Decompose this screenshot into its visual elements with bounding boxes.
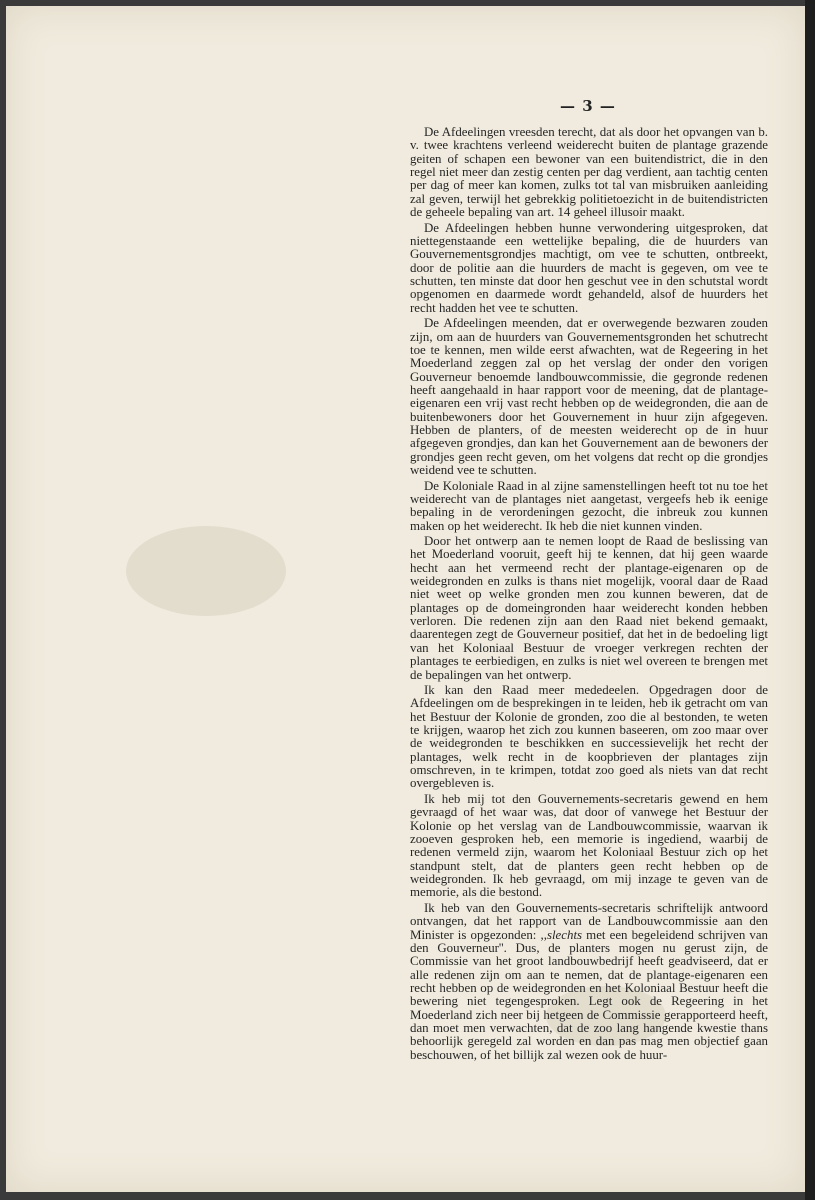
- paper-stain: [126, 526, 286, 616]
- page-number: — 3 —: [560, 97, 616, 115]
- paragraph: [410, 902, 768, 1062]
- paragraph-text: Ik heb van den Gouvernements-secretaris schriftelijk antwoord ontvangen, dat het rapport van de Landbouwcommissie aan den Minister is opgezonden: ,,: [410, 900, 768, 942]
- emphasis-text: slechts: [546, 927, 583, 942]
- paragraph-text: met een begeleidend schrijven van den Gouverneur''. Dus, de planters mogen nu gerust zijn, de Commissie van het groot landbouwbedrijf heeft geadviseerd, dat er alle redenen zijn om aan te nemen, dat de plantage-eigenaren een recht hebben op de weidegronden en het Koloniaal Bestuur heeft die bewering niet tegengesproken. Legt ook de Regeering in het Moederland zich neer bij hetgeen de Commissie gerapporteerd heeft, dan moet men verwachten, dat de zoo lang hangende kwestie thans behoorlijk geregeld zal worden en dan pas mag men objectief gaan beschouwen, of het billijk zal wezen ook de huur-: [410, 927, 768, 1062]
- paragraph: De Afdeelingen meenden, dat er overwegende bezwaren zouden zijn, om aan de huurders van Gouvernementsgronden het schutrecht toe te kennen, men wilde eerst afwachten, wat de Regeering in het Moederland zeggen zal op het verslag der onder den vorigen Gouverneur benoemde landbouwcommissie, die gegronde redenen heeft aangehaald in haar rapport voor de meening, dat de plantage-eigenaren een vrij vast recht hebben op de weidegronden, die aan de buitenbewoners door het Gouvernement in huur zijn afgegeven. Hebben de planters, of de meesten weiderecht op de in huur afgegeven grondjes, dan kan het Gouvernement aan de bewoners der grondjes geen recht geven, om het volgens dat recht op die grondjes weidend vee te schutten.: [410, 316, 768, 477]
- paragraph: Door het ontwerp aan te nemen loopt de Raad de beslissing van het Moederland vooruit, geeft hij te kennen, dat hij geen waarde hecht aan het vermeend recht der plantage-eigenaren op de weidegronden en zulks is thans niet mogelijk, vooral daar de Raad niet weet op welke gronden men zou kunnen beweren, dat de plantages op de domeingronden haar weiderecht konden hebben verloren. Die redenen zijn aan den Raad niet bekend gemaakt, daarentegen zegt de Gouverneur positief, dat het in de bedoeling ligt van het Koloniaal Bestuur de vroeger verkregen rechten der plantages te eerbiedigen, en zulks is niet wel overeen te brengen met de bepalingen van het ontwerp.: [410, 534, 768, 682]
- paragraph: Ik kan den Raad meer mededeelen. Opgedragen door de Afdeelingen om de besprekingen in te leiden, heb ik getracht om van het Bestuur der Kolonie de gronden, zoo die al bestonden, te weten te krijgen, waarop het zich zou kunnen baseeren, om zoo maar over de weidegronden te beschikken en successievelijk het recht der plantages, welk recht in de koopbrieven der plantages zijn omschreven, in te krimpen, totdat zoo goed als niets van dat recht overgebleven is.: [410, 683, 768, 791]
- paragraph: De Koloniale Raad in al zijne samenstellingen heeft tot nu toe het weiderecht van de plantages niet aangetast, vergeefs heb ik eenige bepaling in de verordeningen gezocht, die inbreuk zou kunnen maken op het weiderecht. Ik heb die niet kunnen vinden.: [410, 478, 768, 533]
- scan-border: [805, 0, 815, 1200]
- paragraph: De Afdeelingen hebben hunne verwondering uitgesproken, dat niettegenstaande een wettelijke bepaling, die de huurders van Gouvernementsgrondjes machtigt, om vee te schutten, ontbreekt, door de politie aan die huurders de macht is gegeven, om vee te schutten, ten minste dat door hen geschut vee in den schutstal wordt opgenomen en daarmede wordt gehandeld, alsof de huurders het recht hadden het vee te schutten.: [410, 220, 768, 315]
- paragraph: Ik heb mij tot den Gouvernements-secretaris gewend en hem gevraagd of het waar was, dat door of vanwege het Bestuur der Kolonie op het verslag van de Landbouwcommissie, waarvan ik zooeven gesproken heb, een memorie is ingediend, waarbij de redenen vermeld zijn, waarom het Koloniaal Bestuur zich op het standpunt stelt, dat de planters geen recht hebben op de weidegronden. Ik heb gevraagd, om mij inzage te geven van de memorie, als die bestond.: [410, 791, 768, 900]
- paragraph: De Afdeelingen vreesden terecht, dat als door het opvangen van b. v. twee krachtens verleend weiderecht buiten de plantage grazende geiten of schapen een bewoner van een buitendistrict, die in den regel niet meer dan zestig centen per dag verdient, aan tachtig centen per dag of meer kan komen, zulks tot tal van misbruiken aanleiding zal geven, terwijl het gebrekkig politietoezicht in de buitendistricten de geheele bepaling van art. 14 geheel illusoir maakt.: [410, 125, 768, 220]
- body-text: [410, 126, 768, 1064]
